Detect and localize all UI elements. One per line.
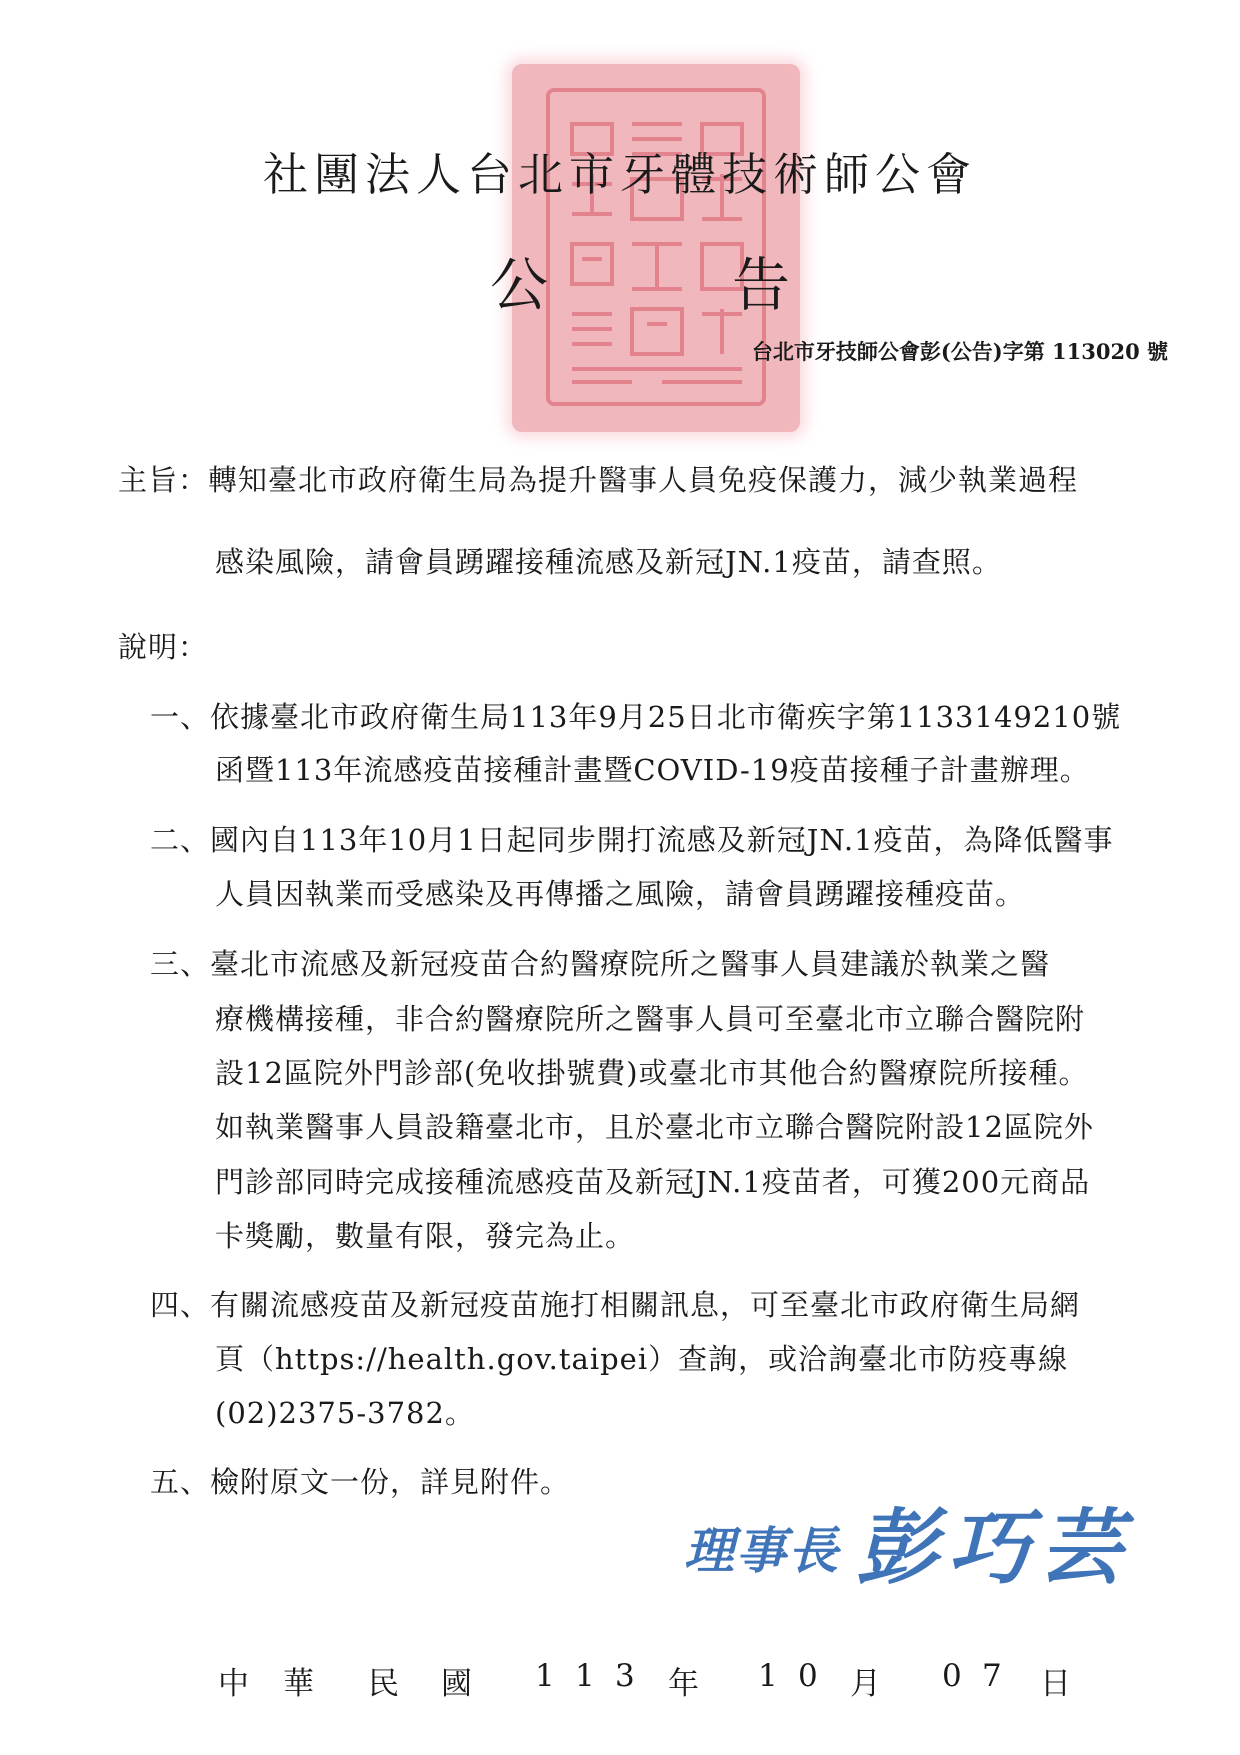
date-char: 月 xyxy=(850,1666,881,1702)
document-number: 台北市牙技師公會彭(公告)字第 113020 號 xyxy=(751,339,1168,364)
item-3-line-5: 門診部同時完成接種流感疫苗及新冠JN.1疫苗者，可獲200元商品 xyxy=(215,1165,1091,1199)
item-4-line-1: 四、有關流感疫苗及新冠疫苗施打相關訊息，可至臺北市政府衛生局網 xyxy=(150,1288,1081,1322)
subject-line-1: 主旨：轉知臺北市政府衛生局為提升醫事人員免疫保護力，減少執業過程 xyxy=(118,463,1079,497)
item-3-line-4: 如執業醫事人員設籍臺北市，且於臺北市立聯合醫院附設12區院外 xyxy=(215,1110,1094,1144)
item-5-line-1: 五、檢附原文一份，詳見附件。 xyxy=(150,1465,571,1499)
svg-text:彭巧芸: 彭巧芸 xyxy=(856,1500,1132,1596)
item-1-line-1: 一、依據臺北市政府衛生局113年9月25日北市衛疾字第1133149210號 xyxy=(150,700,1122,734)
item-3-line-6: 卡獎勵，數量有限，發完為止。 xyxy=(215,1219,636,1253)
item-3-line-2: 療機構接種，非合約醫療院所之醫事人員可至臺北市立聯合醫院附 xyxy=(215,1002,1086,1036)
subject-line-2: 感染風險，請會員踴躍接種流感及新冠JN.1疫苗，請查照。 xyxy=(215,545,1002,579)
date-char: 3 xyxy=(615,1658,635,1694)
item-2-line-1: 二、國內自113年10月1日起同步開打流感及新冠JN.1疫苗，為降低醫事 xyxy=(150,823,1114,857)
item-4-line-2: 頁（https://health.gov.taipei）查詢，或洽詢臺北市防疫專線 xyxy=(215,1342,1069,1376)
date-char: 7 xyxy=(982,1658,1002,1694)
explanation-label: 說明： xyxy=(118,630,209,664)
svg-text:理事長: 理事長 xyxy=(684,1521,840,1580)
date-char: 1 xyxy=(535,1658,555,1694)
date-char: 年 xyxy=(668,1666,699,1702)
date-char: 1 xyxy=(575,1658,595,1694)
item-3-line-1: 三、臺北市流感及新冠疫苗合約醫療院所之醫事人員建議於執業之醫 xyxy=(150,947,1051,981)
date-char: 民 xyxy=(368,1666,399,1702)
chairperson-signature xyxy=(676,1488,1176,1598)
association-title: 社團法人台北市牙體技術師公會 xyxy=(262,148,977,201)
date-char: 中 xyxy=(218,1666,249,1702)
heading-char-right: 告 xyxy=(731,251,790,319)
date-char: 華 xyxy=(283,1666,314,1702)
item-3-line-3: 設12區院外門診部(免收掛號費)或臺北市其他合約醫療院所接種。 xyxy=(215,1056,1089,1090)
date-char: 0 xyxy=(798,1658,818,1694)
item-4-line-3: (02)2375-3782。 xyxy=(215,1396,475,1430)
item-2-line-2: 人員因執業而受感染及再傳播之風險，請會員踴躍接種疫苗。 xyxy=(215,877,1026,911)
date-char: 1 xyxy=(758,1658,778,1694)
date-char: 0 xyxy=(942,1658,962,1694)
announcement-heading xyxy=(490,238,790,322)
item-1-line-2: 函暨113年流感疫苗接種計畫暨COVID-19疫苗接種子計畫辦理。 xyxy=(215,753,1090,787)
date-char: 國 xyxy=(441,1666,472,1702)
date-char: 日 xyxy=(1040,1666,1071,1702)
heading-char-left: 公 xyxy=(490,251,549,319)
